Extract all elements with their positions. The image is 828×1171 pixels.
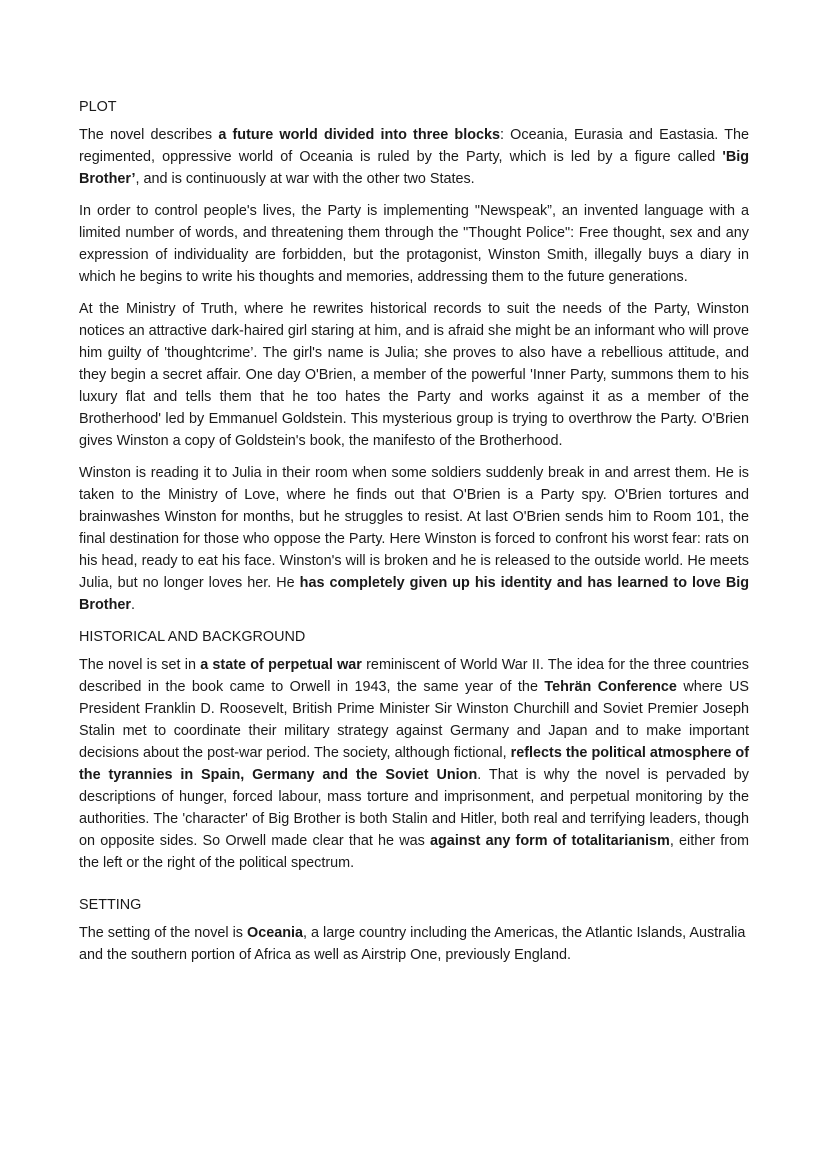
bold-text-run: against any form of totalitarianism: [430, 833, 670, 849]
bold-text-run: Tehrän Conference: [544, 679, 677, 695]
text-run: , and is continuously at war with the other two States.: [135, 171, 475, 187]
text-run: . That is why the novel is pervaded by descriptions of hunger, forced labour, mass torture and imprisonment, and perpetual monitoring by the authorities. The 'character' of Big Brother is both Stalin and Hitler, both real and terrifying leaders, though on opposite sides. So Orwell made clear that he was: [79, 767, 749, 849]
text-run: In order to control people's lives, the Party is implementing "Newspeak”, an invented language with a limited number of words, and threatening them through the "Thought Police": Free thought, sex and any expression of individuality are forbidden, but the protagonist, Winston Smith, illegally buys a diary in which he begins to write his thoughts and memories, addressing them to the future generations.: [79, 203, 749, 285]
text-run: where US President Franklin D. Roosevelt, British Prime Minister Sir Winston Churchill and Soviet Premier Joseph Stalin met to coordinate their military strategy against Germany and Japan and to make important decisions about the post-war period. The society, although fictional,: [79, 679, 749, 761]
section-heading-plot: PLOT: [79, 99, 117, 115]
text-run: The setting of the novel is: [79, 925, 247, 941]
bold-text-run: a state of perpetual war: [200, 657, 362, 673]
document-page: [79, 96, 749, 976]
text-run: The novel describes: [79, 127, 219, 143]
bold-text-run: a future world divided into three blocks: [218, 127, 501, 143]
text-run: reminiscent of World War II. The idea for the three countries described in the book came to Orwell in 1943, the same year of the: [79, 657, 750, 695]
text-run: .: [130, 597, 135, 613]
bold-text-run: has completely given up his identity and has learned to love Big Brother: [79, 575, 749, 613]
bold-text-run: Oceania: [247, 925, 303, 941]
text-run: Winston is reading it to Julia in their room when some soldiers suddenly break in and arrest them. He is taken to the Ministry of Love, where he finds out that O'Brien is a Party spy. O'Brien tortures and brainwashes Winston for months, but he struggles to resist. At last O'Brien sends him to Room 101, the final destination for those who oppose the Party. Here Winston is forced to confront his worst fear: rats on his head, ready to eat his face. Winston's will is broken and he is released to the outside world. He meets Julia, but no longer loves her. He: [79, 465, 749, 591]
bold-text-run: reflects the political atmosphere of the tyrannies in Spain, Germany and the Soviet Union: [79, 745, 750, 783]
text-run: The novel is set in: [79, 657, 201, 673]
text-run: , a large country including the Americas, the Atlantic Islands, Australia and the southern portion of Africa as well as Airstrip One, previously England.: [79, 925, 746, 963]
plot-paragraph-1: [79, 124, 749, 190]
text-run: , either from the left or the right of the political spectrum.: [79, 833, 750, 871]
plot-paragraph-4: [79, 462, 749, 616]
bold-text-run: 'Big Brother’: [79, 149, 749, 187]
historical-paragraph-1: [79, 654, 749, 874]
plot-paragraph-3: [79, 298, 749, 452]
section-heading-setting: SETTING: [79, 897, 142, 913]
plot-paragraph-2: [79, 200, 749, 288]
setting-paragraph-1: [79, 922, 749, 966]
section-heading-historical: HISTORICAL AND BACKGROUND: [79, 629, 306, 645]
text-run: At the Ministry of Truth, where he rewrites historical records to suit the needs of the Party, Winston notices an attractive dark-haired girl staring at him, and is afraid she might be an informant who will prove him guilty of 'thoughtcrime’. The girl's name is Julia; she proves to also have a rebellious attitude, and they begin a secret affair. One day O'Brien, a member of the powerful 'Inner Party, summons them to his luxury flat and tells them that he too hates the Party and works against it as a member of the Brotherhood' led by Emmanuel Goldstein. This mysterious group is trying to overthrow the Party. O'Brien gives Winston a copy of Goldstein's book, the manifesto of the Brotherhood.: [79, 301, 749, 449]
text-run: : Oceania, Eurasia and Eastasia. The regimented, oppressive world of Oceania is ruled by the Party, which is led by a figure called: [79, 127, 749, 165]
